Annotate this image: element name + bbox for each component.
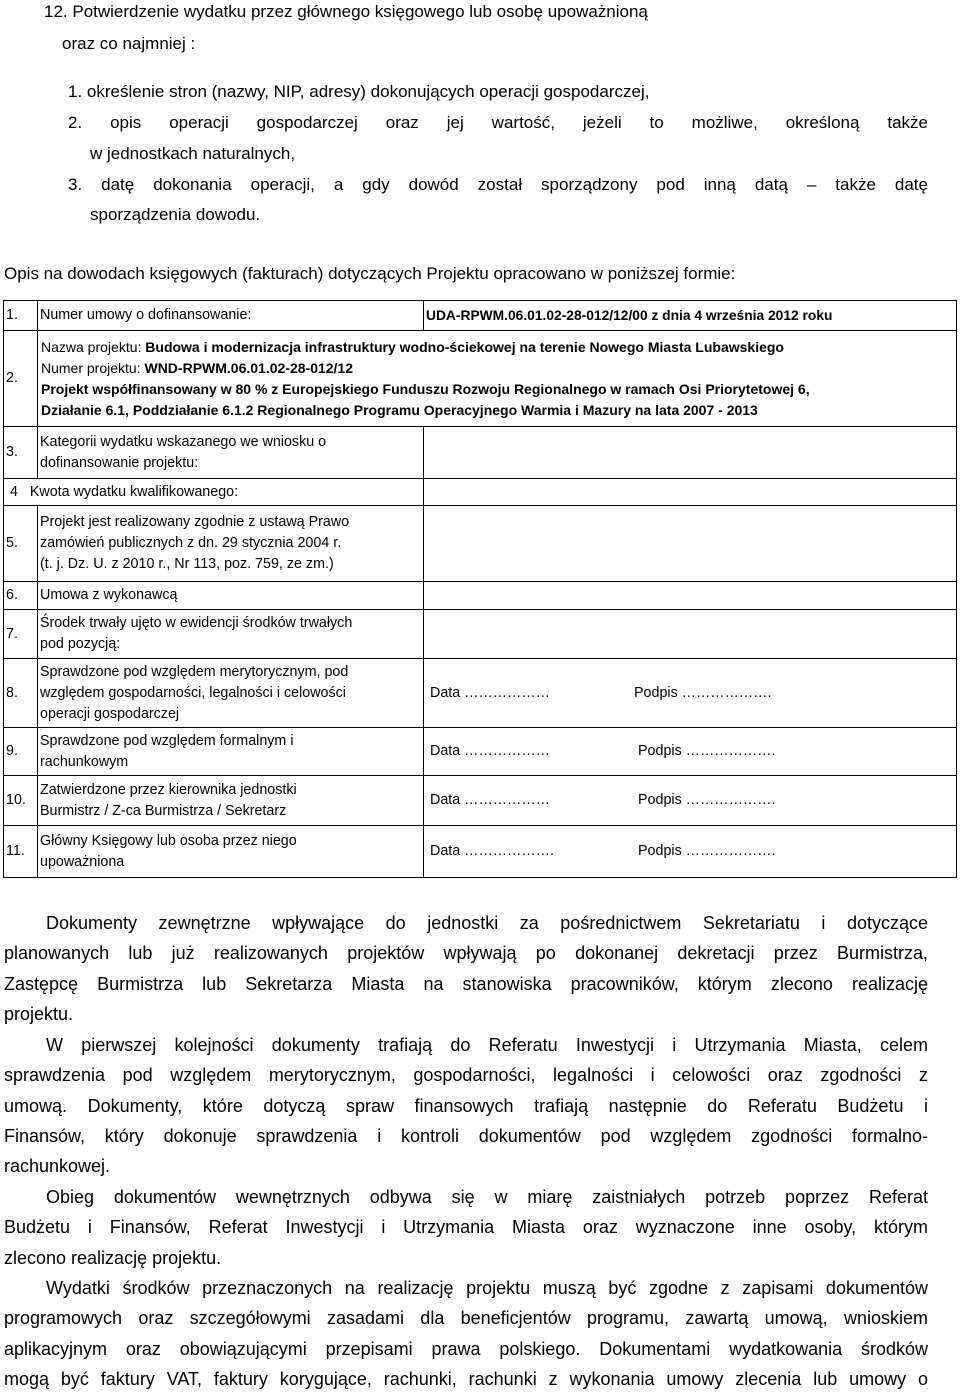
contractor-agreement-value [424,582,957,610]
cofinancing-line: Projekt współfinansowany w 80 % z Europejskiego Funduszu Rozwoju Regionalnego w ramach Osi Priorytetowej 6, [41,380,810,397]
paragraph-line: W pierwszej kolejności dokumenty trafiają do Referatu Inwestycji i Utrzymania Miasta, celem [46,1035,928,1055]
signature-cell [424,776,957,826]
row-label [38,776,424,826]
row-number: 3. [4,427,38,479]
row-number: 10. [4,776,38,826]
row-label-line: Środek trwały ujęto w ewidencji środków trwałych [40,615,353,631]
row-label [38,427,424,479]
row-label-line: Sprawdzone pod względem formalnym i [40,732,294,749]
signature-field: Podpis ………………. [638,792,776,808]
paragraph-line: mogą być faktury VAT, faktury korygujące, rachunki, rachunki z wykonania umowy zlecenia lub umowy o [4,1368,928,1389]
row-label-line: operacji gospodarczej [40,705,180,722]
row-number: 11. [4,826,38,878]
row-label [38,506,424,582]
form-row-approval [4,776,957,826]
sublist-item-3-line1: 3. datę dokonania operacji, a gdy dowód został sporządzony pod inną datą – także datę [68,175,928,194]
programme-line: Działanie 6.1, Poddziałanie 6.1.2 Regionalnego Programu Operacyjnego Warmia i Mazury na lata 2007 - 2013 [41,401,758,418]
date-field: Data ……………… [430,792,550,808]
row-number: 7. [4,610,38,659]
row-label [38,728,424,776]
paragraph-line: Dokumenty zewnętrzne wpływające do jednostki za pośrednictwem Sekretariatu i dotyczące [46,913,928,933]
form-row-formal-check [4,728,957,776]
form-row-project-info [4,331,957,427]
contract-number-value: UDA-RPWM.06.01.02-28-012/12/00 z dnia 4 września 2012 roku [424,301,957,331]
row-label-line: Główny Księgowy lub osoba przez niego [40,832,297,849]
form-intro: Opis na dowodach księgowych (fakturach) dotyczących Projektu opracowano w poniższej formie: [4,264,736,283]
row-label [38,659,424,728]
public-procurement-value [424,506,957,582]
row-label: Umowa z wykonawcą [38,582,424,610]
list-item-12-line1: 12. Potwierdzenie wydatku przez głównego księgowego lub osobę upoważnioną [44,2,648,21]
row-label-line: upoważniona [40,853,125,870]
row-label [38,826,424,878]
row-label-line: zamówień publicznych z dn. 29 stycznia 2004 r. [40,535,342,551]
paragraph-line: planowanych lub już realizowanych projektów wpływają po dokonanej dekretacji przez Burmistrza, [4,943,928,964]
row-number: 5. [4,506,38,582]
paragraph-line: Obieg dokumentów wewnętrznych odbywa się w miarę zaistniałych potrzeb poprzez Referat [46,1187,928,1207]
signature-cell [424,728,957,776]
row-number: 2. [4,331,38,427]
row-label [38,610,424,659]
project-name-value: Budowa i modernizacja infrastruktury wodno-ściekowej na terenie Nowego Miasta Lubawskiego [145,338,784,355]
paragraph-document-flow [4,1030,928,1181]
row-label-line: Sprawdzone pod względem merytorycznym, pod [40,663,349,680]
form-row-contract-number [4,301,957,331]
sublist-item-3-line2: sporządzenia dowodu. [90,205,261,224]
project-number-value: WND-RPWM.06.01.02-28-012/12 [144,359,354,376]
paragraph-line: aplikacyjnym oraz obowiązującymi przepisami prawa polskiego. Dokumentami wydatkowania środków [4,1338,928,1359]
signature-field: Podpis ………………. [638,743,776,759]
row-number: 8. [4,659,38,728]
date-field: Data ……………… [430,743,550,759]
row-label-line: dofinansowanie projektu: [40,454,199,471]
expense-category-value [424,427,957,479]
form-row-fixed-asset [4,610,957,659]
row-label-line: Kategorii wydatku wskazanego we wniosku o [40,433,327,450]
row-label-text: Kwota wydatku kwalifikowanego: [29,483,239,500]
paragraph-line: zlecono realizację projektu. [4,1247,222,1268]
fixed-asset-value [424,610,957,659]
sublist-item-2-line1: 2. opis operacji gospodarczej oraz jej wartość, jeżeli to możliwe, określoną także [68,113,928,132]
form-row-expense-category [4,427,957,479]
paragraph-expenditure [4,1273,928,1394]
date-field: Data ……………… [430,684,550,701]
date-field: Data ………………. [430,843,554,859]
paragraph-line: programowych oraz szczegółowymi zasadami dla beneficjentów programu, zawartą umową, wnioskiem [4,1308,928,1329]
row-number: 4 [10,483,18,500]
sublist-item-2-line2: w jednostkach naturalnych, [90,144,296,163]
signature-field: Podpis ………………. [638,843,776,859]
row-label-line: względem gospodarności, legalności i celowości [40,684,346,701]
paragraph-line: Finansów, który dokonuje sprawdzenia i kontroli dokumentów pod względem zgodności formalno- [4,1125,928,1146]
sublist-item-1: 1. określenie stron (nazwy, NIP, adresy) dokonujących operacji gospodarczej, [68,82,650,101]
project-info-cell [38,331,957,427]
invoice-description-form [3,300,957,878]
signature-field: Podpis ………………. [634,684,772,701]
form-row-public-procurement [4,506,957,582]
row-label-line: Projekt jest realizowany zgodnie z ustawą Prawo [40,514,350,530]
paragraph-line: Budżetu i Finansów, Referat Inwestycji i Utrzymania Miasta oraz wyznaczone inne osoby, którym [4,1217,928,1238]
paragraph-line: sprawdzenia pod względem merytorycznym, gospodarności, legalności i celowości oraz zgodności z [4,1065,928,1086]
row-label-line: pod pozycją: [40,636,121,652]
row-number: 1. [4,301,38,331]
row-label-line: (t. j. Dz. U. z 2010 r., Nr 113, poz. 759, ze zm.) [40,556,334,572]
paragraph-line: umową. Dokumenty, które dotyczą spraw finansowych trafiają następnie do Referatu Budżetu i [4,1095,928,1116]
signature-cell [424,659,957,728]
row-number: 9. [4,728,38,776]
paragraph-line: Wydatki środków przeznaczonych na realizację projektu muszą być zgodne z zapisami dokumentów [46,1278,928,1298]
list-item-12-line2: oraz co najmniej : [62,34,196,53]
form-row-eligible-amount [4,479,957,506]
paragraph-internal-documents [4,1182,928,1273]
paragraph-line: rachunkowej. [4,1156,111,1177]
form-row-contractor-agreement [4,582,957,610]
row-number: 6. [4,582,38,610]
row-label [4,479,424,506]
row-label-line: Burmistrz / Z-ca Burmistrza / Sekretarz [40,802,287,819]
paragraph-line: projektu. [4,1003,74,1024]
form-row-chief-accountant [4,826,957,878]
paragraph-external-documents [4,908,928,1029]
row-label: Numer umowy o dofinansowanie: [38,301,424,331]
eligible-amount-value [424,479,957,506]
row-label-line: Zatwierdzone przez kierownika jednostki [40,781,297,798]
form-row-substantive-check [4,659,957,728]
paragraph-line: Zastępcę Burmistrza lub Sekretarza Miasta na stanowiska pracowników, którym zlecono realizację [4,973,928,994]
row-label-line: rachunkowym [40,753,129,770]
project-number-label: Numer projektu: [41,359,145,376]
project-name-label: Nazwa projektu: [41,338,146,355]
signature-cell [424,826,957,878]
